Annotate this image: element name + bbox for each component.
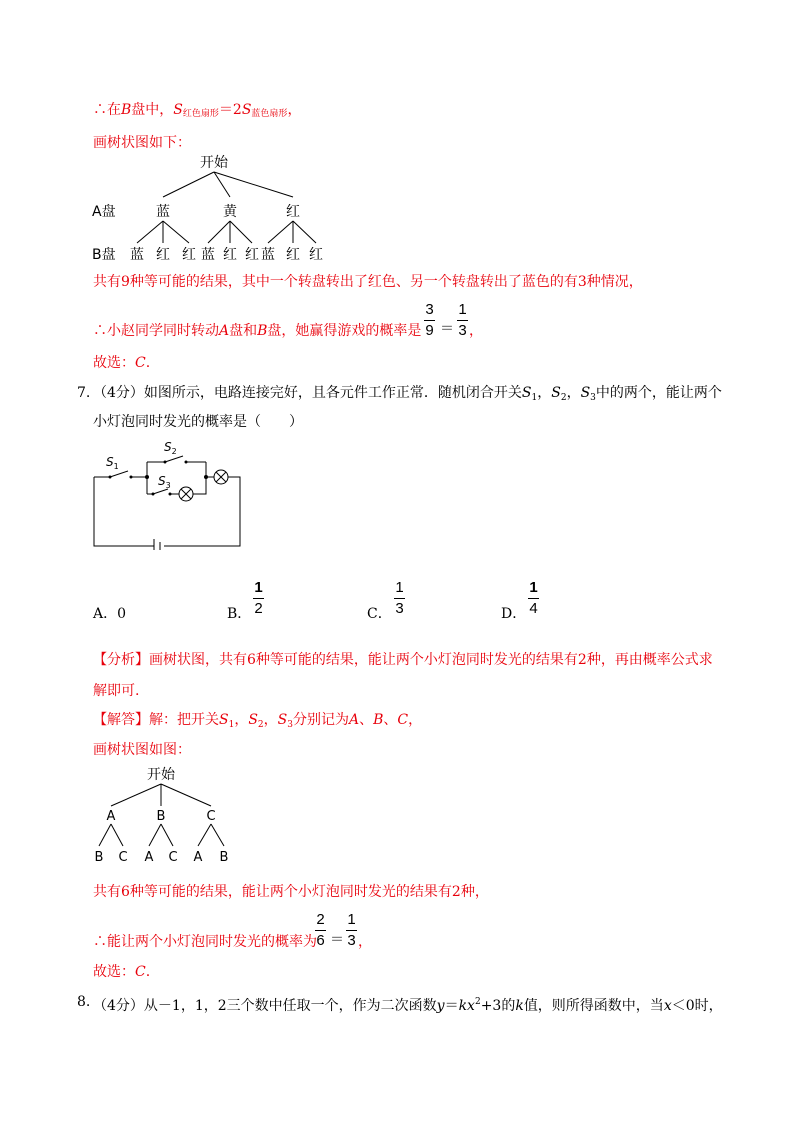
q6-conclusion: ∴小赵同学同时转动A盘和B盘，她赢得游戏的概率是 (93, 323, 422, 339)
s1-label: $S_1$ (106, 455, 119, 471)
q6-tree-intro: 画树状图如下： (93, 135, 191, 151)
option-c-fraction: 1 3 (395, 579, 404, 617)
q6-sector-relation: ∴在B盘中，S红色扇形＝2S蓝色扇形， (93, 102, 302, 119)
q7-tree-node: B (156, 809, 166, 824)
q6-equals: ＝ (440, 321, 454, 337)
q6-tree-node: 红 (286, 204, 300, 220)
q7-analysis-cont: 解即可. (93, 683, 140, 699)
q7-tree-leaf: C (118, 850, 128, 864)
q7-tree-node: C (206, 809, 216, 824)
q6-conclusion-end: ， (469, 323, 483, 339)
q7-result-statement: 共有6种等可能的结果，能让两个小灯泡同时发光的结果有2种， (93, 884, 489, 900)
q7-tree-diagram (88, 764, 248, 864)
q6-tree-leaf: 红 (309, 247, 323, 263)
q6-tree-node: 黄 (223, 204, 237, 220)
q6-tree-level2-label: B盘 (92, 247, 116, 263)
q7-tree-leaf: B (94, 850, 104, 864)
q6-result-statement: 共有9种等可能的结果，其中一个转盘转出了红色、另一个转盘转出了蓝色的有3种情况， (93, 274, 643, 290)
q7-tree-intro: 画树状图如图： (93, 742, 191, 758)
q6-tree-level1-label: A盘 (92, 204, 116, 220)
q7-fraction-1-3: 1 3 (347, 911, 356, 949)
q7-solution: 【解答】解：把开关$S_1$，$S_2$，$S_3$分别记为A、B、C， (93, 712, 423, 730)
q7-question-line1: （4分）如图所示，电路连接完好，且各元件工作正常．随机闭合开关$S_1$，$S_2$，$S_3$中的两个，能让两个 (93, 385, 722, 403)
q7-question-line2: 小灯泡同时发光的概率是（ ） (93, 414, 303, 430)
q6-tree-leaf: 红 (286, 247, 300, 263)
q6-tree-leaf: 蓝 (201, 247, 215, 263)
option-a[interactable]: A．0 (93, 606, 127, 622)
q6-tree-leaf: 蓝 (130, 247, 144, 263)
q6-tree-node: 蓝 (156, 204, 170, 220)
q7-analysis: 【分析】画树状图，共有6种等可能的结果，能让两个小灯泡同时发光的结果有2种，再由概率公式求 (93, 652, 713, 668)
q6-tree-leaf: 红 (223, 247, 237, 263)
q6-tree-leaf: 红 (182, 247, 196, 263)
q7-tree-leaf: A (193, 850, 203, 864)
q6-fraction-1-3: 1 3 (458, 301, 467, 339)
q7-circuit-diagram (88, 440, 248, 550)
q6-tree-root: 开始 (200, 155, 228, 171)
q6-answer: 故选：C. (93, 355, 151, 371)
q7-tree-leaf: B (219, 850, 229, 864)
q7-equals: ＝ (330, 932, 344, 948)
option-b[interactable]: B． (227, 606, 252, 622)
q8-question: （4分）从－1，1，2三个数中任取一个，作为二次函数$y=kx^2+3$的k值，则所得函数中，当x＜0时， (93, 997, 723, 1014)
q7-fraction-2-6: 2 6 (316, 911, 325, 949)
q7-tree-leaf: C (168, 850, 178, 864)
option-d-fraction: 1 4 (529, 579, 538, 617)
q7-tree-leaf: A (144, 850, 154, 864)
option-c[interactable]: C． (367, 606, 392, 622)
q8-number: 8. (77, 994, 91, 1010)
q7-conclusion-end: ， (358, 934, 372, 950)
q6-fraction-3-9: 3 9 (425, 301, 434, 339)
q6-tree-leaf: 红 (156, 247, 170, 263)
s3-label: $S_3$ (158, 474, 171, 490)
q7-tree-root: 开始 (147, 767, 175, 783)
q6-tree-diagram (88, 150, 348, 265)
q7-conclusion: ∴能让两个小灯泡同时发光的概率为 (93, 934, 317, 950)
q6-tree-leaf: 蓝 (261, 247, 275, 263)
q7-answer: 故选：C. (93, 964, 151, 980)
q6-tree-leaf: 红 (245, 247, 259, 263)
q7-tree-node: A (106, 809, 116, 824)
s2-label: $S_2$ (164, 440, 177, 456)
option-b-fraction: 1 2 (254, 579, 263, 617)
option-d[interactable]: D． (501, 606, 527, 622)
q7-number: 7. (77, 385, 91, 401)
